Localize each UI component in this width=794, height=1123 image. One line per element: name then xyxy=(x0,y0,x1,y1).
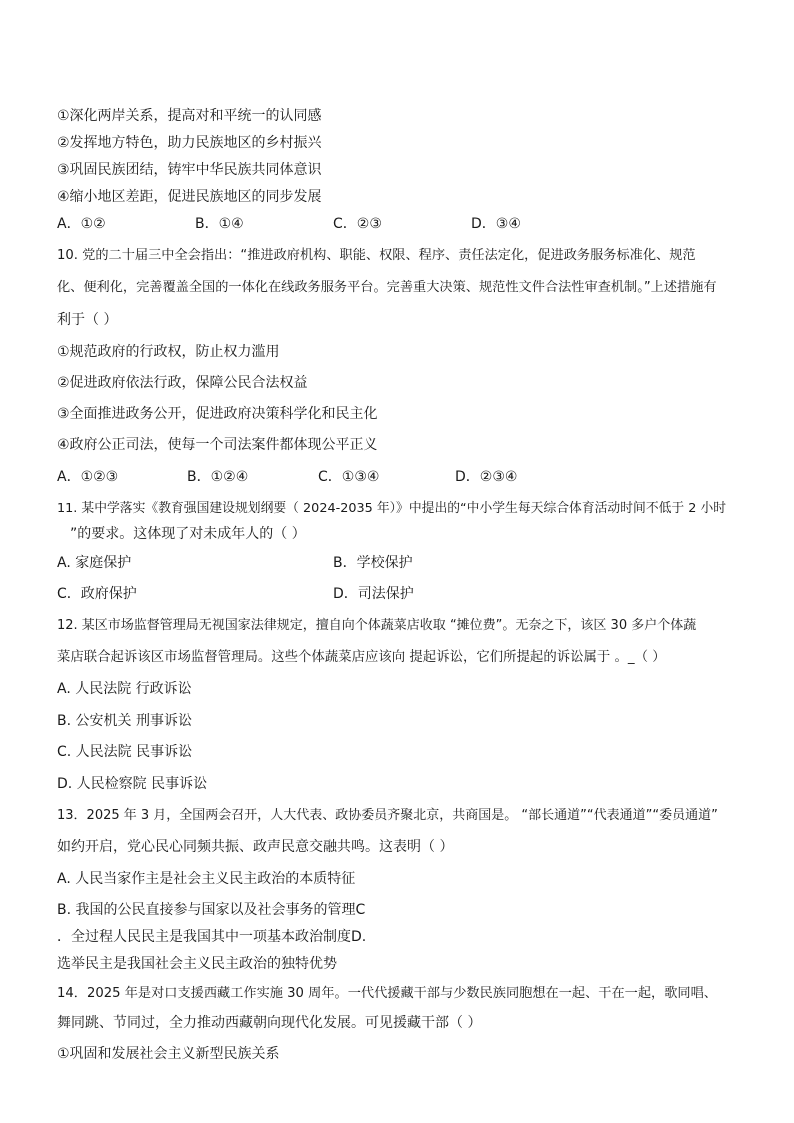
q9-option-b: B．①④ xyxy=(195,216,244,232)
q12-option-c: C. 人民法院 民事诉讼 xyxy=(57,744,193,760)
q9-item-3: ③巩固民族团结，铸牢中华民族共同体意识 xyxy=(57,162,322,178)
q11-option-a: A. 家庭保护 xyxy=(57,555,132,571)
q12-stem-line-2: 菜店联合起诉该区市场监督管理局。这些个体蔬菜店应该向 提起诉讼，它们所提起的诉讼属于 。_（ ） xyxy=(57,650,666,665)
q10-option-a: A．①②③ xyxy=(57,469,119,485)
q9-option-c: C．②③ xyxy=(333,216,382,232)
q9-item-1: ①深化两岸关系，提高对和平统一的认同感 xyxy=(57,108,322,124)
q13-option-d: 选举民主是我国社会主义民主政治的独特优势 xyxy=(57,956,337,972)
q10-item-1: ①规范政府的行政权，防止权力滥用 xyxy=(57,344,280,360)
q10-option-b: B．①②④ xyxy=(187,469,249,485)
q11-stem-line-1: 11. 某中学落实《教育强国建设规划纲要（ 2024-2035 年）》中提出的“中小学生每天综合体育活动时间不低于 2 小时 xyxy=(57,501,727,516)
q10-option-d: D．②③④ xyxy=(455,469,518,485)
q9-item-2: ②发挥地方特色，助力民族地区的乡村振兴 xyxy=(57,135,322,151)
q9-option-a: A．①② xyxy=(57,216,106,232)
q12-option-d: D. 人民检察院 民事诉讼 xyxy=(57,776,208,792)
q12-stem-line-1: 12. 某区市场监督管理局无视国家法律规定，擅自向个体蔬菜店收取 “摊位费”。无奈之下，该区 30 多户个体蔬 xyxy=(57,618,697,633)
q9-option-d: D．③④ xyxy=(471,216,521,232)
q10-stem-line-3: 利于（ ） xyxy=(57,312,118,328)
q10-item-2: ②促进政府依法行政，保障公民合法权益 xyxy=(57,375,308,391)
q14-stem-line-2: 舞同跳、节同过，全力推动西藏朝向现代化发展。可见援藏干部（ ） xyxy=(57,1015,482,1031)
q10-option-c: C．①③④ xyxy=(318,469,380,485)
q11-stem-line-2: ”的要求。这体现了对未成年人的（ ） xyxy=(70,526,306,542)
q10-stem-line-1: 10. 党的二十届三中全会指出：“推进政府机构、职能、权限、程序、责任法定化，促进政务服务标准化、规范 xyxy=(57,248,696,263)
q13-option-a: A. 人民当家作主是社会主义民主政治的本质特征 xyxy=(57,871,356,887)
q10-item-4: ④政府公正司法，使每一个司法案件都体现公平正义 xyxy=(57,437,378,453)
q9-item-4: ④缩小地区差距，促进民族地区的同步发展 xyxy=(57,189,322,205)
q13-stem-line-2: 如约开启，党心民心同频共振、政声民意交融共鸣。这表明（ ） xyxy=(57,839,454,855)
q13-stem-line-1: 13．2025 年 3 月，全国两会召开，人大代表、政协委员齐聚北京，共商国是。 “部长通道”“代表通道”“委员通道” xyxy=(57,808,718,823)
q11-option-b: B．学校保护 xyxy=(333,555,413,571)
q13-option-c: ．全过程人民民主是我国其中一项基本政治制度D. xyxy=(57,929,367,945)
q12-option-b: B. 公安机关 刑事诉讼 xyxy=(57,713,192,729)
q14-item-1: ①巩固和发展社会主义新型民族关系 xyxy=(57,1046,280,1062)
q11-option-c: C．政府保护 xyxy=(57,586,137,602)
q10-stem-line-2: 化、便利化，完善覆盖全国的一体化在线政务服务平台。完善重大决策、规范性文件合法性审查机制。”上述措施有 xyxy=(57,280,717,295)
q13-option-b: B. 我国的公民直接参与国家以及社会事务的管理C xyxy=(57,902,366,918)
q14-stem-line-1: 14．2025 年是对口支援西藏工作实施 30 周年。一代代援藏干部与少数民族同胞想在一起、干在一起，歌同唱、 xyxy=(57,986,717,1001)
q12-option-a: A. 人民法院 行政诉讼 xyxy=(57,681,192,697)
q10-item-3: ③全面推进政务公开，促进政府决策科学化和民主化 xyxy=(57,406,378,422)
q11-option-d: D．司法保护 xyxy=(333,586,414,602)
